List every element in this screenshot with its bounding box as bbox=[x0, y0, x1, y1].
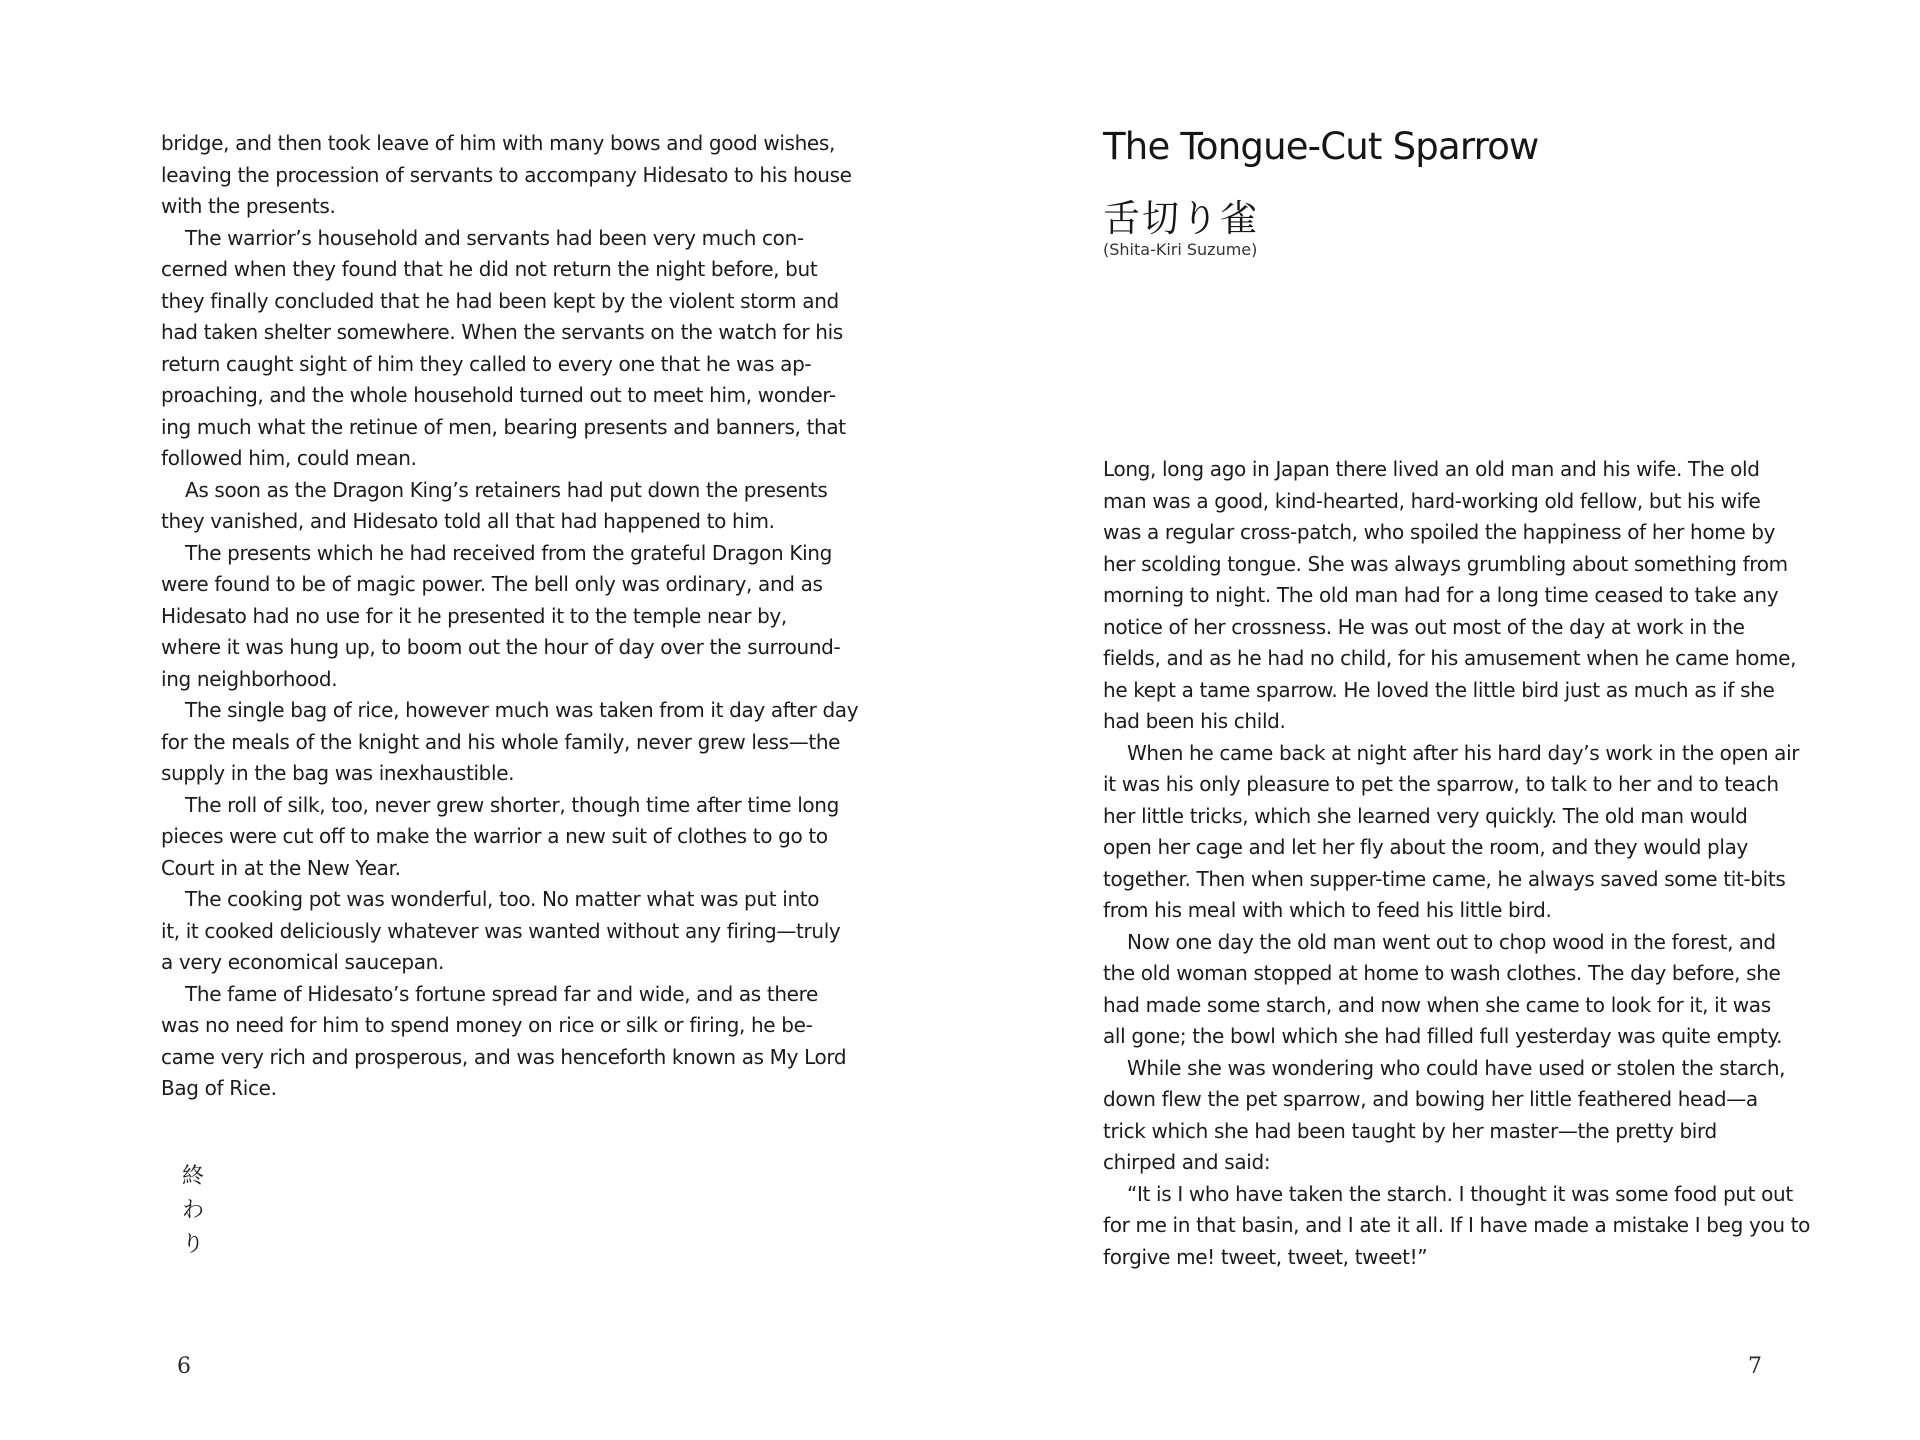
chapter-title-romaji: (Shita-Kiri Suzume) bbox=[1103, 240, 1258, 259]
text-line: supply in the bag was inexhaustible. bbox=[161, 761, 515, 785]
text-line: down flew the pet sparrow, and bowing her little feathered head—a bbox=[1103, 1087, 1758, 1111]
chapter-title-kanji: 舌切り雀 bbox=[1103, 197, 1259, 240]
text-line: proaching, and the whole household turned out to meet him, wonder- bbox=[161, 383, 836, 407]
text-line: The fame of Hidesato’s fortune spread far and wide, and as there bbox=[185, 981, 819, 1006]
text-line: all gone; the bowl which she had filled full yesterday was quite empty. bbox=[1103, 1024, 1783, 1048]
text-line: it was his only pleasure to pet the sparrow, to talk to her and to teach bbox=[1103, 772, 1779, 796]
text-line: The cooking pot was wonderful, too. No matter what was put into bbox=[185, 887, 820, 911]
text-line: Bag of Rice. bbox=[161, 1076, 277, 1100]
text-line: from his meal with which to feed his little bird. bbox=[1103, 898, 1552, 922]
text-line: her scolding tongue. She was always grumbling about something from bbox=[1103, 551, 1788, 576]
text-line: As soon as the Dragon King’s retainers had put down the presents bbox=[185, 477, 828, 502]
text-line: While she was wondering who could have used or stolen the starch, bbox=[1127, 1055, 1786, 1080]
text-line: a very economical saucepan. bbox=[161, 950, 445, 974]
text-line: forgive me! tweet, tweet, tweet!” bbox=[1103, 1244, 1428, 1269]
end-mark-char: わ bbox=[181, 1198, 204, 1223]
left-page-body-text bbox=[161, 128, 859, 1105]
text-line: ing neighborhood. bbox=[161, 666, 338, 691]
text-line: had been his child. bbox=[1103, 709, 1286, 733]
text-line: the old woman stopped at home to wash clothes. The day before, she bbox=[1103, 961, 1781, 985]
chapter-title: The Tongue-Cut Sparrow bbox=[1103, 125, 1539, 168]
text-line: Long, long ago in Japan there lived an old man and his wife. The old bbox=[1103, 457, 1760, 481]
text-line: When he came back at night after his hard day’s work in the open air bbox=[1127, 740, 1800, 765]
text-line: ing much what the retinue of men, bearing presents and banners, that bbox=[161, 414, 846, 439]
text-line: chirped and said: bbox=[1103, 1150, 1271, 1174]
text-line: The roll of silk, too, never grew shorter, though time after time long bbox=[185, 792, 839, 817]
text-line: The warrior’s household and servants had been very much con- bbox=[185, 225, 804, 250]
text-line: with the presents. bbox=[161, 194, 336, 218]
text-line: where it was hung up, to boom out the hour of day over the surround- bbox=[161, 635, 841, 659]
text-line: Hidesato had no use for it he presented it to the temple near by, bbox=[161, 603, 787, 628]
text-line: notice of her crossness. He was out most of the day at work in the bbox=[1103, 614, 1745, 639]
page-number-left: 6 bbox=[177, 1354, 191, 1379]
text-line: he kept a tame sparrow. He loved the little bird just as much as if she bbox=[1103, 677, 1775, 702]
text-line: were found to be of magic power. The bell only was ordinary, and as bbox=[161, 572, 823, 596]
text-line: had made some starch, and now when she came to look for it, it was bbox=[1103, 992, 1771, 1017]
text-line: return caught sight of him they called to every one that he was ap- bbox=[161, 351, 812, 376]
text-line: “It is I who have taken the starch. I thought it was some food put out bbox=[1127, 1181, 1793, 1206]
text-line: trick which she had been taught by her master—the pretty bird bbox=[1103, 1118, 1717, 1143]
text-line: The single bag of rice, however much was taken from it day after day bbox=[185, 698, 859, 722]
text-line: followed him, could mean. bbox=[161, 446, 417, 470]
text-line: cerned when they found that he did not return the night before, but bbox=[161, 257, 818, 281]
page-number-right: 7 bbox=[1748, 1354, 1762, 1379]
text-line: was no need for him to spend money on rice or silk or firing, he be- bbox=[161, 1013, 813, 1037]
text-line: Now one day the old man went out to chop wood in the forest, and bbox=[1127, 929, 1776, 954]
end-mark-char: り bbox=[181, 1232, 204, 1257]
text-line: leaving the procession of servants to accompany Hidesato to his house bbox=[161, 162, 852, 187]
text-line: came very rich and prosperous, and was henceforth known as My Lord bbox=[161, 1044, 847, 1069]
end-mark bbox=[180, 1160, 206, 1262]
text-line: Court in at the New Year. bbox=[161, 855, 401, 880]
text-line: together. Then when supper-time came, he always saved some tit-bits bbox=[1103, 866, 1786, 891]
text-line: they vanished, and Hidesato told all that had happened to him. bbox=[161, 509, 775, 533]
text-line: her little tricks, which she learned very quickly. The old man would bbox=[1103, 803, 1748, 828]
text-line: man was a good, kind-hearted, hard-working old fellow, but his wife bbox=[1103, 488, 1761, 513]
text-line: had taken shelter somewhere. When the servants on the watch for his bbox=[161, 320, 843, 344]
text-line: fields, and as he had no child, for his amusement when he came home, bbox=[1103, 646, 1797, 670]
text-line: open her cage and let her fly about the room, and they would play bbox=[1103, 835, 1749, 859]
text-line: for me in that basin, and I ate it all. If I have made a mistake I beg you to bbox=[1103, 1213, 1811, 1237]
text-line: they finally concluded that he had been kept by the violent storm and bbox=[161, 288, 839, 313]
text-line: pieces were cut off to make the warrior a new suit of clothes to go to bbox=[161, 824, 828, 848]
right-page-body-text bbox=[1103, 454, 1811, 1273]
text-line: bridge, and then took leave of him with many bows and good wishes, bbox=[161, 131, 835, 155]
text-line: it, it cooked deliciously whatever was wanted without any firing—truly bbox=[161, 918, 841, 943]
end-mark-char: 終 bbox=[181, 1164, 204, 1189]
text-line: The presents which he had received from the grateful Dragon King bbox=[185, 540, 832, 565]
text-line: morning to night. The old man had for a long time ceased to take any bbox=[1103, 583, 1779, 607]
text-line: was a regular cross-patch, who spoiled the happiness of her home by bbox=[1103, 520, 1776, 544]
right-page bbox=[960, 0, 1920, 1440]
text-line: for the meals of the knight and his whole family, never grew less—the bbox=[161, 729, 841, 754]
